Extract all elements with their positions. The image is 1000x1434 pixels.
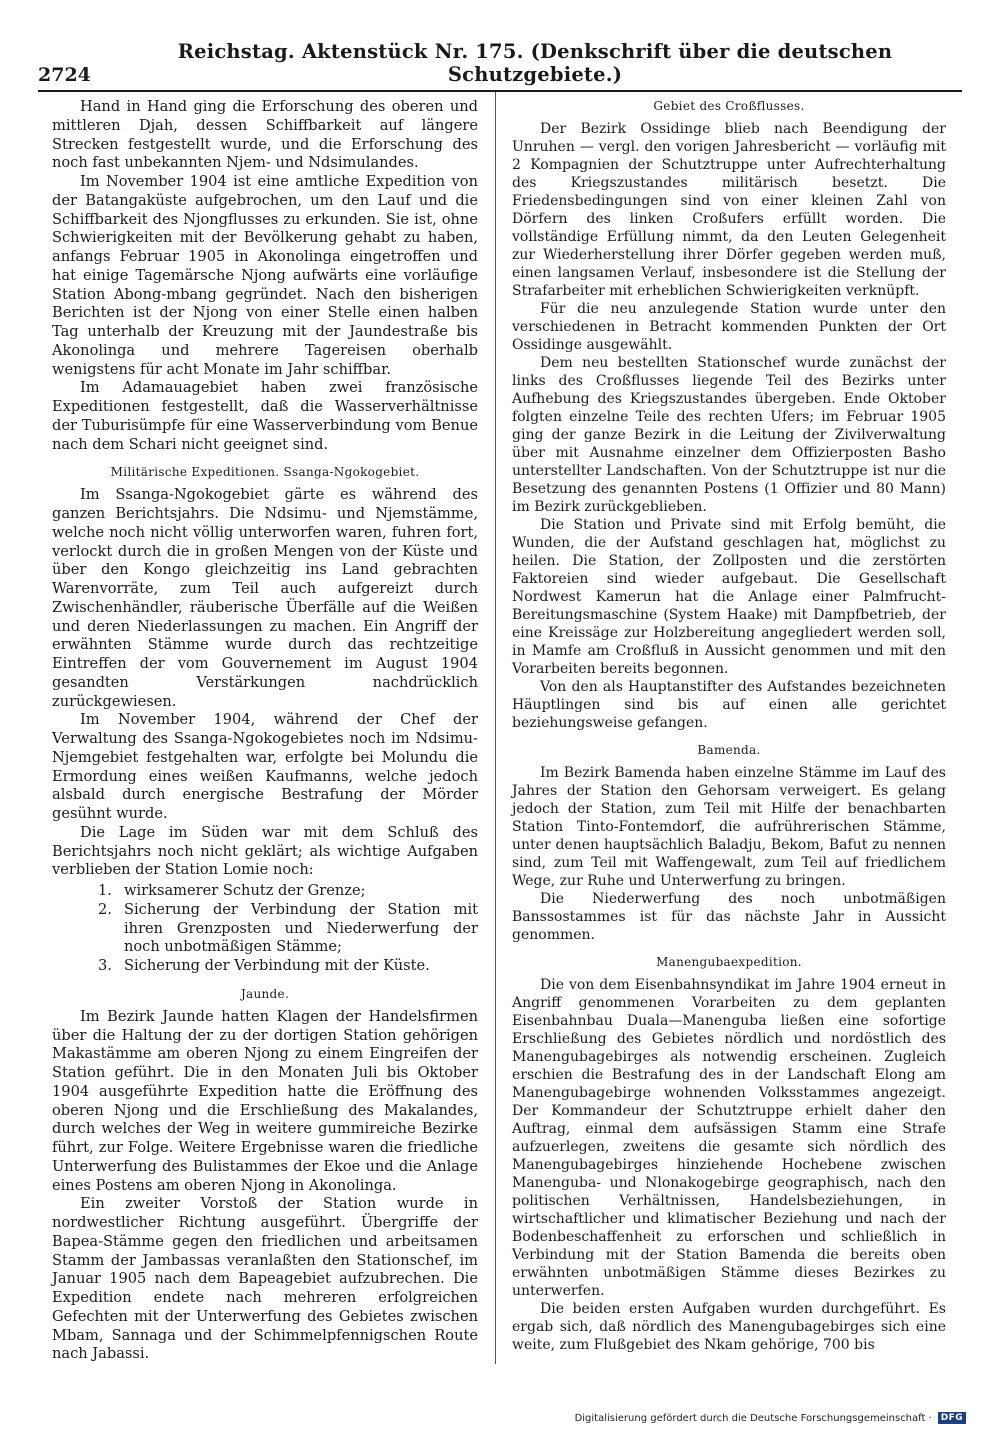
section-heading: Bamenda. bbox=[697, 743, 761, 757]
dfg-logo-icon: DFG bbox=[938, 1412, 966, 1424]
list-text: wirksamerer Schutz der Grenze; bbox=[124, 882, 366, 899]
list-text: Sicherung der Verbindung der Station mit ihren Grenzposten und Niederwerfung der noch unbotmäßigen Stämme; bbox=[124, 900, 478, 956]
running-title: Reichstag. Aktenstück Nr. 175. (Denkschrift über die deutschen Schutzgebiete.) bbox=[177, 40, 893, 86]
paragraph: Der Bezirk Ossidinge blieb nach Beendigung der Unruhen — vergl. den vorigen Jahresbericht — vorläufig mit 2 Kompagnien der Schutztruppe unter Aufrechterhaltung des Kriegszustandes militärisch besetzt. Die Friedensbedingungen sind von einer kleinen Zahl von Dörfern des linken Croßufers erfüllt worden. Die vollständige Erfüllung nimmt, da den Leuten Gelegenheit zur Wiederherstellung ihrer Dörfer gegeben werden muß, einen langsamen Verlauf, insbesondere ist die Stellung der Strafarbeiter mit erheblichen Schwierigkeiten verknüpft. bbox=[512, 121, 946, 299]
paragraph: Hand in Hand ging die Erforschung des oberen und mittleren Djah, dessen Schiffbarkeit auf längere Strecken festgestellt wurde, und die Erforschung des noch fast unbekannten Njem- und Ndsimulandes. bbox=[52, 98, 478, 172]
paragraph: Im Adamauagebiet haben zwei französische Expeditionen festgestellt, daß die Wasserverhältnisse der Tuburisümpfe für eine Wasserverbindung vom Benue nach dem Schari nicht geeignet sind. bbox=[52, 379, 478, 453]
digitization-credit bbox=[575, 1412, 966, 1424]
paragraph: Im Bezirk Bamenda haben einzelne Stämme im Lauf des Jahres der Station den Gehorsam verweigert. Es gelang jedoch der Station, zum Teil mit Hilfe der benachbarten Station Tinto-Fontemdorf, die aufrührerischen Stämme, unter denen hauptsächlich Baladju, Bekom, Bafut zu nennen sind, zum Teil mit Waffengewalt, zum Teil auf friedlichem Wege, zur Ruhe und Unterwerfung zu bringen. bbox=[512, 765, 946, 889]
task-list bbox=[52, 882, 478, 976]
paragraph: Die beiden ersten Aufgaben wurden durchgeführt. Es ergab sich, daß nördlich des Manengubagebirges sich eine weite, zum Flußgebiet des Nkam gehörige, 700 bis bbox=[512, 1301, 946, 1353]
paragraph: Die Lage im Süden war mit dem Schluß des Berichtsjahrs noch nicht geklärt; als wichtige Aufgaben verblieben der Station Lomie noch: bbox=[52, 823, 478, 879]
section-heading: Jaunde. bbox=[240, 986, 290, 1001]
paragraph: Im Bezirk Jaunde hatten Klagen der Handelsfirmen über die Haltung der zu der dortigen Station gehörigen Makastämme am oberen Njong zu einem Eingreifen der Station geführt. Die in den Monaten Juli bis Oktober 1904 ausgeführte Expedition hatte die Eröffnung des oberen Njong und die Erschließung des Makalandes, durch welches der Weg in weitere gummireiche Bezirke führt, zur Folge. Weitere Ergebnisse waren die friedliche Unterwerfung des Bulistammes der Ekoe und die Anlage eines Postens am oberen Njong in Akonolinga. bbox=[52, 1007, 478, 1194]
paragraph: Ein zweiter Vorstoß der Station wurde in nordwestlicher Richtung ausgeführt. Übergriffe der Bapea-Stämme gegen den friedlichen und arbeitsamen Stamm der Jambassas veranlaßten den Stationschef, im Januar 1905 nach dem Bapeagebiet aufzubrechen. Die Expedition endete nach mehreren erfolgreichen Gefechten mit der Unterwerfung des Gebietes zwischen Mbam, Sannaga und der Schimmelpfennigschen Route nach Jabassi. bbox=[52, 1195, 478, 1363]
paragraph: Im November 1904 ist eine amtliche Expedition von der Batangaküste aufgebrochen, um den Lauf und die Schiffbarkeit des Njongflusses zu erkunden. Sie ist, ohne Schwierigkeiten mit der Bevölkerung gehabt zu haben, anfangs Februar 1905 in Akonolinga eingetroffen und hat einige Tagemärsche Njong aufwärts eine vorläufige Station Abong-mbang gegründet. Nach den bisherigen Berichten ist der Njong von einer Stelle einen halben Tag unterhalb der Kreuzung mit der Jaundestraße bis Akonolinga und mehrere Tagereisen oberhalb wenigstens für acht Monate im Jahr schiffbar. bbox=[52, 173, 478, 378]
credit-text: Digitalisierung gefördert durch die Deutsche Forschungsgemeinschaft · bbox=[574, 1412, 932, 1424]
list-text: Sicherung der Verbindung mit der Küste. bbox=[124, 957, 430, 974]
page-header bbox=[38, 40, 962, 92]
list-item bbox=[52, 882, 478, 901]
paragraph: Dem neu bestellten Stationschef wurde zunächst der links des Croßflusses liegende Teil des Bezirks unter Aufhebung des Kriegszustandes übergeben. Ende Oktober folgten einzelne Teile des rechten Ufers; im Februar 1905 ging der ganze Bezirk in die Leitung der Zivilverwaltung über mit Ausnahme einzelner dem Offizierposten Basho unterstellter Landschaften. Von der Schutztruppe ist nur die Besetzung des genannten Postens (1 Offizier und 80 Mann) im Bezirk zurückgeblieben. bbox=[512, 355, 946, 515]
list-number: 1. bbox=[98, 882, 112, 899]
paragraph: Von den als Hauptanstifter des Aufstandes bezeichneten Häuptlingen sind bis auf einen alle gerichtet beziehungsweise gefangen. bbox=[512, 679, 946, 731]
right-column bbox=[512, 98, 946, 1354]
list-number: 2. bbox=[98, 900, 112, 918]
paragraph: Die Station und Private sind mit Erfolg bemüht, die Wunden, die der Aufstand geschlagen hat, möglichst zu heilen. Die Station, der Zollposten und die zerstörten Faktoreien sind wieder aufgebaut. Die Gesellschaft Nordwest Kamerun hat die Anlage einer Palmfrucht-Bereitungsmaschine (System Haake) mit Dampfbetrieb, der eine Kreissäge zur Holzbereitung angegliedert werden soll, in Mamfe am Croßfluß in Aussicht genommen und mit den Vorarbeiten bereits begonnen. bbox=[512, 517, 946, 677]
paragraph: Im November 1904, während der Chef der Verwaltung des Ssanga-Ngokogebietes noch im Ndsimu-Njemgebiet festgehalten war, erfolgte bei Molundu die Ermordung eines weißen Kaufmanns, welche jedoch alsbald durch energische Bestrafung der Mörder gesühnt wurde. bbox=[52, 711, 478, 822]
paragraph: Die von dem Eisenbahnsyndikat im Jahre 1904 erneut in Angriff genommenen Vorarbeiten zu dem geplanten Eisenbahnbau Duala—Manenguba ließen eine sofortige Erschließung des Gebietes nördlich und nordöstlich des Manengubagebirges als notwendig erscheinen. Zugleich erschien die Bestrafung des in der Landschaft Elong am Manengubagebirge wohnenden Volksstammes angezeigt. Der Kommandeur der Schutztruppe erhielt daher den Auftrag, einmal dem aufsässigen Stamm eine Strafe aufzuerlegen, zweitens die gesamte sich nördlich des Manengubagebirges hinziehende Hochebene zwischen Manenguba- und Nlonakogebirge geographisch, nach den politischen Verhältnissen, Handelsbeziehungen, in wirtschaftlicher und klimatischer Beziehung und nach der Bodenbeschaffenheit zu erforschen und schließlich in Verbindung mit der Station Bamenda die bereits oben erwähnten unbotmäßigen Stämme dieses Bezirkes zu unterwerfen. bbox=[512, 977, 946, 1299]
section-heading: Manengubaexpedition. bbox=[656, 955, 802, 969]
page-number: 2724 bbox=[38, 64, 91, 86]
left-column bbox=[52, 98, 478, 1364]
paragraph: Für die neu anzulegende Station wurde unter den verschiedenen in Betracht kommenden Punkten der Ort Ossidinge ausgewählt. bbox=[512, 301, 946, 353]
column-divider bbox=[495, 92, 496, 1364]
section-heading: Militärische Expeditionen. Ssanga-Ngokogebiet. bbox=[110, 465, 420, 480]
list-number: 3. bbox=[98, 957, 112, 974]
paragraph: Die Niederwerfung des noch unbotmäßigen Banssostammes ist für das nächste Jahr in Aussicht genommen. bbox=[512, 891, 946, 943]
section-heading: Gebiet des Croßflusses. bbox=[653, 99, 805, 113]
list-item bbox=[52, 957, 478, 976]
list-item bbox=[52, 901, 478, 957]
paragraph: Im Ssanga-Ngokogebiet gärte es während des ganzen Berichtsjahrs. Die Ndsimu- und Njemstämme, welche noch nicht völlig unterworfen waren, fuhren fort, verlockt durch die in großen Mengen von der Küste und über den Kongo gleichzeitig ins Land gebrachten Warenvorräte, zum Teil auch aufgereizt durch Zwischenhändler, räuberische Überfälle auf die Weißen und deren Niederlassungen zu machen. Ein Angriff der erwähnten Stämme wurde durch das rechtzeitige Eintreffen der vom Gouvernement im August 1904 gesandten Verstärkungen nachdrücklich zurückgewiesen. bbox=[52, 486, 478, 710]
